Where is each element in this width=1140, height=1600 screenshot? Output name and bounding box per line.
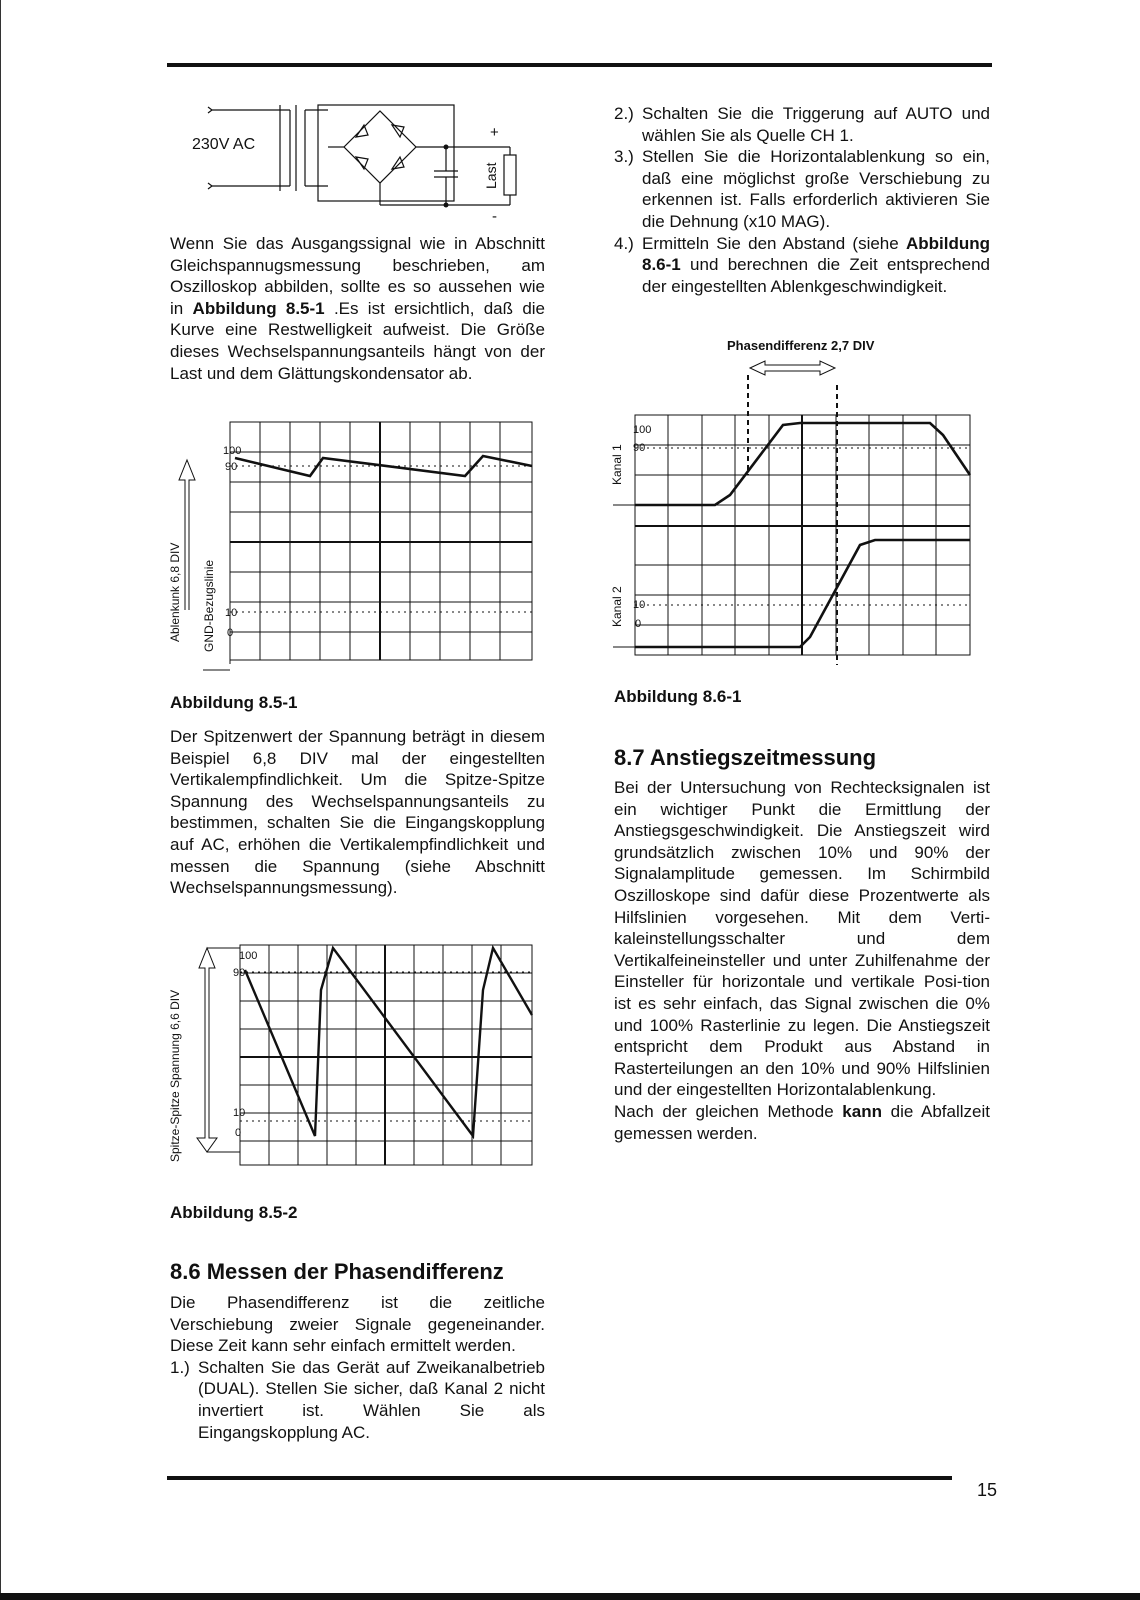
fig2-axis-label: Spitze-Spitze Spannung 6,6 DIV: [168, 989, 182, 1162]
steps-list: [614, 103, 990, 297]
fig2-caption: Abbildung 8.5-2: [170, 1203, 298, 1222]
fall-time-text-a: Nach der gleichen Methode: [614, 1101, 843, 1121]
fig3-channel1-label: Kanal 1: [610, 444, 624, 485]
header-rule: [167, 63, 992, 67]
scan-edge: [0, 0, 1, 1600]
list-item-text: Schalten Sie die Triggerung auf AUTO und wählen Sie als Quelle CH 1.: [642, 104, 990, 145]
list-item: [614, 146, 990, 232]
list-item-number: 4.): [614, 233, 634, 253]
intro-paragraph: [170, 233, 545, 384]
intro-text-end: .Es ist ersichtlich, daß die Kurve eine Restwelligkeit aufweist. Die Größe dieses Wechselspannungsanteils hängt von der Last und dem Glättungskondensator ab.: [170, 298, 546, 383]
fig3-tick-10: 10: [633, 599, 646, 611]
plus-label: +: [490, 124, 499, 141]
fig1-tick-0: 0: [227, 627, 234, 639]
figure-8-5-1: [165, 420, 545, 685]
section-8-7-text: Bei der Untersuchung von Rechtecksignalen ist ein wichtiger Punkt die Ermittlung der Anstiegsgeschwindigkeit. Die Anstiegszeit wird grundsätzlich zwischen 10% und 90% der Signalamplitude gemessen. Im Schirmbild Oszilloskope sind dafür diese Prozentwerte als Hilfslinien vorgesehen. Mit dem Verti-kaleinstellungsschalter und dem Vertikalfeineinsteller und unter Zuhilfenahme der Einsteller für horizontale und vertikale Posi-tion ist es sehr einfach, das Signal zwischen die 0% und 100% Rasterlinie zu legen. Die Anstiegszeit entspricht dem Produkt aus Abstand in Rasterteilungen an den 10% und 90% Hilfslinien und der eingestellten Horizontalablenkung.: [614, 778, 990, 1100]
fig1-tick-10: 10: [225, 607, 238, 619]
load-label: Last: [483, 162, 499, 189]
figure-8-5-2: [165, 940, 545, 1180]
fig3-tick-100: 100: [633, 424, 652, 436]
section-8-7-text-last: [614, 1101, 990, 1144]
peak-value-paragraph-block: [170, 726, 545, 899]
fig3-title: Phasendifferenz 2,7 DIV: [727, 338, 875, 353]
fig3-tick-90: 90: [633, 442, 646, 454]
section-8-7-heading: 8.7 Anstiegszeitmessung: [614, 745, 877, 770]
list-item-number: 1.): [170, 1357, 190, 1377]
fig3-channel2-label: Kanal 2: [610, 586, 624, 627]
list-item: [614, 233, 990, 298]
fig2-tick-90: 90: [233, 967, 246, 979]
rectifier-circuit-diagram: [170, 95, 530, 230]
section-8-6-heading: 8.6 Messen der Phasendifferenz: [170, 1259, 504, 1284]
fig2-tick-10: 10: [233, 1107, 246, 1119]
section-8-7-body: [614, 777, 990, 1144]
fig1-tick-100: 100: [223, 445, 242, 457]
intro-text: Wenn Sie das Ausgangssignal wie in Abschnitt Gleichspannugsmessung beschrieben, am Oszilloskop abbilden, sollte es so aussehen wie in: [170, 234, 545, 318]
fig1-caption: Abbildung 8.5-1: [170, 693, 298, 712]
fall-time-bold: kann: [842, 1101, 882, 1121]
item4-figure-ref: Abbildung 8.6-1: [642, 233, 990, 275]
list-item-text: Schalten Sie das Gerät auf Zweikanalbetrieb (DUAL). Stellen Sie sicher, daß Kanal 2 nicht invertiert ist. Wählen Sie als Eingangskopplung AC.: [198, 1357, 545, 1442]
list-item-number: 2.): [614, 104, 634, 123]
fig1-gnd-label: GND-Bezugslinie: [202, 559, 216, 652]
fig1-axis-label: Ablenkunk 6,8 DIV: [168, 542, 182, 642]
list-item-text: [642, 233, 990, 298]
list-item: [614, 103, 990, 146]
minus-label: -: [492, 208, 497, 225]
fig2-tick-0: 0: [235, 1127, 242, 1139]
item4-text-a: Ermitteln Sie den Abstand (siehe: [642, 233, 906, 253]
footer-rule: [167, 1476, 952, 1480]
section-8-6-text: Die Phasendifferenz ist die zeitliche Verschiebung zweier Signale gegeneinander. Diese Zeit kann sehr einfach ermittelt werden.: [170, 1293, 545, 1356]
fig3-tick-0: 0: [635, 618, 642, 630]
list-item-number: 3.): [614, 147, 634, 167]
fig3-caption: Abbildung 8.6-1: [614, 687, 742, 706]
peak-value-paragraph: Der Spitzenwert der Spannung beträgt in diesem Beispiel 6,8 DIV mal der eingestellten Vertikalempfindlichkeit. Um die Spitze-Spitze Spannung des Wechselspannungsanteils zu bestimmen, schalten Sie die Eingangskopplung auf AC, erhöhen die Vertikalempfindlichkeit und messen die Spannung (siehe Abschnitt Wechselspannungsmessung).: [170, 727, 545, 898]
intro-paragraph-block: [170, 233, 545, 384]
right-steps-block: [614, 103, 990, 297]
intro-figure-ref: Abbildung 8.5-1: [192, 298, 325, 318]
page-number: 15: [977, 1480, 998, 1500]
figure-8-6-1: [605, 335, 990, 675]
fig2-tick-100: 100: [239, 950, 258, 962]
list-item-text: Stellen Sie die Horizontalablenkung so ein, daß eine möglichst große Verschiebung zu erkennen ist. Falls erforderlich aktivieren Sie die Dehnung (x10 MAG).: [642, 147, 990, 231]
fig1-tick-90: 90: [225, 461, 238, 473]
source-label: 230V AC: [192, 136, 256, 153]
fall-time-text-b: die Abfallzeit gemessen werden.: [614, 1101, 990, 1143]
section-8-6-list: [170, 1357, 545, 1443]
list-item: [170, 1357, 545, 1443]
item4-text-b: und berechnen die Zeit entsprechend der eingestellten Ablenkgeschwindigkeit.: [642, 255, 990, 296]
section-8-6-body: [170, 1292, 545, 1443]
scan-edge-bottom: [0, 1593, 1140, 1600]
